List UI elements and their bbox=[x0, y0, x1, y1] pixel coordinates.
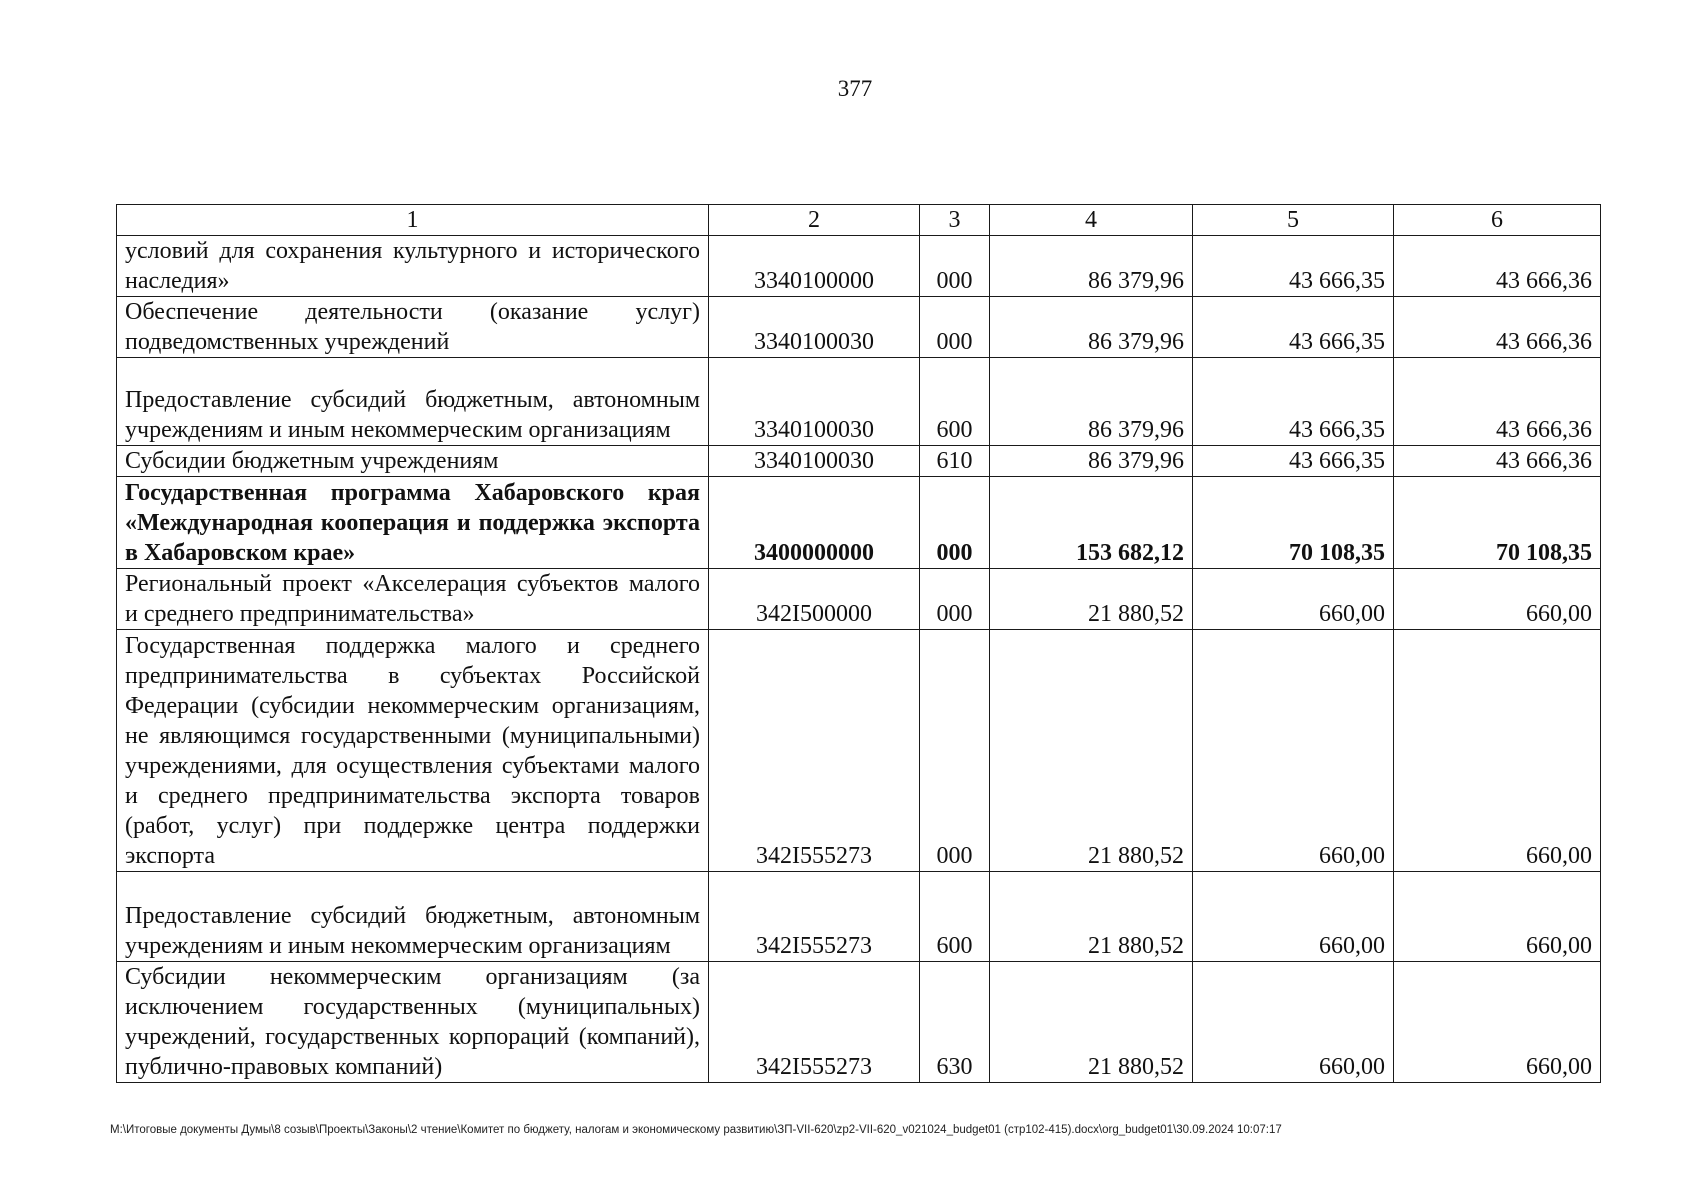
table-row bbox=[117, 962, 1601, 1083]
row-code: 3340100030 bbox=[709, 297, 920, 358]
row-value-5: 43 666,35 bbox=[1193, 236, 1394, 297]
row-code: 342I555273 bbox=[709, 962, 920, 1083]
row-value-6: 660,00 bbox=[1394, 872, 1601, 962]
page-number: 377 bbox=[837, 76, 873, 101]
table-row bbox=[117, 236, 1601, 297]
row-code: 3340100030 bbox=[709, 446, 920, 477]
row-value-4: 21 880,52 bbox=[990, 630, 1193, 872]
row-value-5: 43 666,35 bbox=[1193, 358, 1394, 446]
row-value-6: 43 666,36 bbox=[1394, 236, 1601, 297]
row-value-4: 86 379,96 bbox=[990, 358, 1193, 446]
row-value-5: 660,00 bbox=[1193, 569, 1394, 630]
row-type: 000 bbox=[920, 297, 990, 358]
row-value-6: 43 666,36 bbox=[1394, 297, 1601, 358]
table-row bbox=[117, 477, 1601, 569]
row-value-4: 86 379,96 bbox=[990, 236, 1193, 297]
row-code: 342I500000 bbox=[709, 569, 920, 630]
row-name: Государственная поддержка малого и среднего предпринимательства в субъектах Российской Федерации (субсидии некоммерческим организациям, не являющимся государственными (муниципальными) учреждениями, для осуществления субъектами малого и среднего предпринимательства экспорта товаров (работ, услуг) при поддержке центра поддержки экспорта bbox=[117, 630, 709, 872]
row-name: Обеспечение деятельности (оказание услуг) подведомственных учреждений bbox=[117, 297, 709, 358]
row-value-4: 153 682,12 bbox=[990, 477, 1193, 569]
table-row bbox=[117, 358, 1601, 446]
column-header-4: 4 bbox=[990, 205, 1193, 236]
row-code: 3340100030 bbox=[709, 358, 920, 446]
row-type: 000 bbox=[920, 236, 990, 297]
row-value-5: 70 108,35 bbox=[1193, 477, 1394, 569]
row-value-6: 660,00 bbox=[1394, 569, 1601, 630]
column-header-1: 1 bbox=[117, 205, 709, 236]
row-value-6: 43 666,36 bbox=[1394, 358, 1601, 446]
row-name: условий для сохранения культурного и исторического наследия» bbox=[117, 236, 709, 297]
column-header-2: 2 bbox=[709, 205, 920, 236]
column-header-3: 3 bbox=[920, 205, 990, 236]
row-value-5: 660,00 bbox=[1193, 872, 1394, 962]
table-row bbox=[117, 446, 1601, 477]
row-name: Региональный проект «Акселерация субъектов малого и среднего предпринимательства» bbox=[117, 569, 709, 630]
row-type: 000 bbox=[920, 630, 990, 872]
row-value-4: 21 880,52 bbox=[990, 962, 1193, 1083]
row-value-6: 660,00 bbox=[1394, 630, 1601, 872]
row-value-5: 43 666,35 bbox=[1193, 297, 1394, 358]
row-code: 3400000000 bbox=[709, 477, 920, 569]
row-value-5: 43 666,35 bbox=[1193, 446, 1394, 477]
table-row bbox=[117, 297, 1601, 358]
row-name: Субсидии бюджетным учреждениям bbox=[117, 446, 709, 477]
row-type: 000 bbox=[920, 569, 990, 630]
row-value-5: 660,00 bbox=[1193, 962, 1394, 1083]
row-value-4: 86 379,96 bbox=[990, 446, 1193, 477]
row-type: 630 bbox=[920, 962, 990, 1083]
row-type: 600 bbox=[920, 358, 990, 446]
row-value-6: 43 666,36 bbox=[1394, 446, 1601, 477]
row-name: Предоставление субсидий бюджетным, автономным учреждениям и иным некоммерческим организациям bbox=[117, 872, 709, 962]
row-value-4: 21 880,52 bbox=[990, 872, 1193, 962]
row-value-6: 660,00 bbox=[1394, 962, 1601, 1083]
row-value-4: 21 880,52 bbox=[990, 569, 1193, 630]
table-row bbox=[117, 630, 1601, 872]
row-value-6: 70 108,35 bbox=[1394, 477, 1601, 569]
header-row bbox=[117, 205, 1601, 236]
row-code: 342I555273 bbox=[709, 872, 920, 962]
budget-table bbox=[116, 204, 1601, 1083]
row-type: 600 bbox=[920, 872, 990, 962]
row-name: Государственная программа Хабаровского края «Международная кооперация и поддержка экспорта в Хабаровском крае» bbox=[117, 477, 709, 569]
column-header-5: 5 bbox=[1193, 205, 1394, 236]
table-row bbox=[117, 569, 1601, 630]
row-type: 000 bbox=[920, 477, 990, 569]
row-name: Предоставление субсидий бюджетным, автономным учреждениям и иным некоммерческим организациям bbox=[117, 358, 709, 446]
table-row bbox=[117, 872, 1601, 962]
row-name: Субсидии некоммерческим организациям (за исключением государственных (муниципальных) учреждений, государственных корпораций (компаний), публично-правовых компаний) bbox=[117, 962, 709, 1083]
row-code: 342I555273 bbox=[709, 630, 920, 872]
row-value-4: 86 379,96 bbox=[990, 297, 1193, 358]
file-path-footer: M:\Итоговые документы Думы\8 созыв\Проекты\Законы\2 чтение\Комитет по бюджету, налогам и экономическому развитию\ЗП-VII-620\zp2-VII-620_v021024_budget01 (стр102-415).docx\org_budget01\30.09.2024 10:07:17 bbox=[110, 1124, 1282, 1136]
row-code: 3340100000 bbox=[709, 236, 920, 297]
row-type: 610 bbox=[920, 446, 990, 477]
row-value-5: 660,00 bbox=[1193, 630, 1394, 872]
column-header-6: 6 bbox=[1394, 205, 1601, 236]
